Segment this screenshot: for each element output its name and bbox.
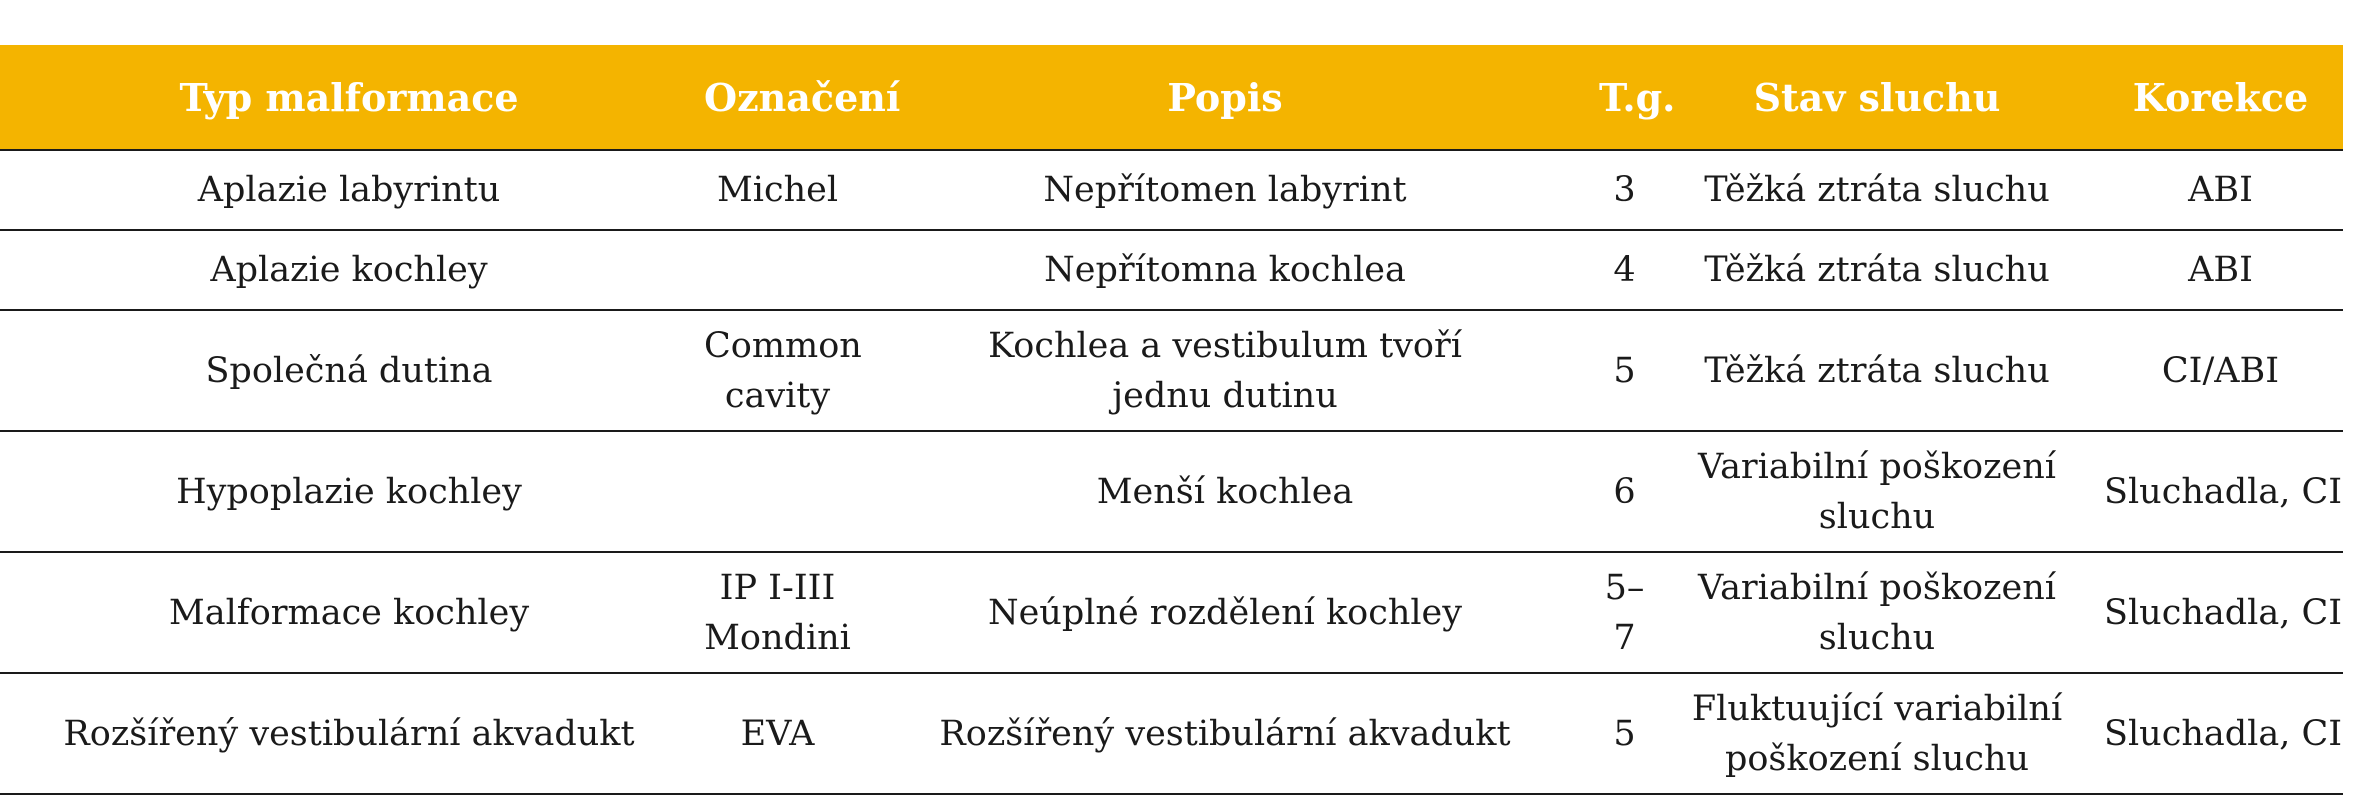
cell-oznaceni (698, 431, 857, 552)
cell-stav-line: Těžká ztráta sluchu (1704, 250, 2050, 290)
cell-stav (1656, 150, 2098, 230)
cell-popis (857, 552, 1593, 673)
cell-tg: 4 (1593, 230, 1656, 310)
header-row (0, 45, 2343, 150)
cell-popis (857, 230, 1593, 310)
cell-korekce: CI/ABI (2098, 310, 2343, 431)
table-row (0, 552, 2343, 673)
cell-popis (857, 673, 1593, 794)
cell-stav (1656, 552, 2098, 673)
cell-popis (857, 310, 1593, 431)
cell-popis-line: Menší kochlea (1096, 471, 1354, 512)
cell-oznaceni (698, 552, 857, 673)
cell-typ: Společná dutina (0, 310, 698, 431)
cell-stav (1656, 230, 2098, 310)
cell-oznaceni (698, 310, 862, 431)
cell-typ: Aplazie labyrintu (0, 150, 698, 230)
cell-typ: Aplazie kochley (0, 230, 698, 310)
cell-tg: 5 (1593, 310, 1656, 431)
cell-typ: Malformace kochley (0, 552, 698, 673)
cell-stav-line: Těžká ztráta sluchu (1704, 350, 2050, 391)
cell-typ: Hypoplazie kochley (0, 431, 698, 552)
cell-stav-line: Těžká ztráta sluchu (1704, 170, 2050, 210)
cell-oznaceni-line: Mondini (704, 617, 851, 658)
cell-stav-line: sluchu (1818, 496, 1936, 537)
cell-popis-line: Nepřítomen labyrint (1043, 170, 1407, 210)
cell-oznaceni (698, 673, 857, 794)
cell-oznaceni-line: cavity (724, 375, 831, 416)
cell-oznaceni-line: IP I-III (719, 567, 836, 608)
table-row (0, 230, 2343, 310)
table-header (0, 45, 2343, 150)
cell-tg: 6 (1593, 431, 1656, 552)
header-oznaceni: Označení (698, 45, 857, 150)
malformation-table (0, 45, 2343, 795)
cell-popis-line: Nepřítomna kochlea (1044, 250, 1406, 290)
header-tg: T.g. (1593, 45, 1656, 150)
cell-popis-line: Kochlea a vestibulum tvoří (988, 325, 1462, 366)
cell-popis (857, 431, 1593, 552)
cell-korekce: Sluchadla, CI (2098, 552, 2343, 673)
cell-popis (857, 150, 1593, 230)
cell-korekce: Sluchadla, CI (2098, 673, 2343, 794)
cell-stav-line: Fluktuující variabilní (1691, 688, 2063, 729)
cell-tg: 3 (1593, 150, 1656, 230)
cell-oznaceni-line: Common (704, 325, 862, 366)
cell-tg: 5–7 (1593, 552, 1656, 673)
header-korekce: Korekce (2098, 45, 2343, 150)
header-stav-sluchu: Stav sluchu (1656, 45, 2098, 150)
cell-stav-line: poškození sluchu (1724, 738, 2030, 779)
cell-oznaceni (698, 230, 857, 310)
cell-stav (1656, 431, 2098, 552)
table-row (0, 431, 2343, 552)
cell-popis-line: Neúplné rozdělení kochley (987, 592, 1463, 633)
table-body (0, 150, 2343, 794)
cell-korekce: Sluchadla, CI (2098, 431, 2343, 552)
cell-stav-line: Variabilní poškození (1698, 567, 2056, 608)
cell-stav (1656, 673, 2098, 794)
cell-tg: 5 (1593, 673, 1656, 794)
cell-stav-line: sluchu (1818, 617, 1936, 658)
cell-typ: Rozšířený vestibulární akvadukt (0, 673, 698, 794)
table-row (0, 310, 2343, 431)
cell-oznaceni (698, 150, 857, 230)
cell-stav (1656, 310, 2098, 431)
cell-oznaceni-line: Michel (716, 170, 839, 210)
cell-korekce: ABI (2098, 230, 2343, 310)
table-row (0, 150, 2343, 230)
cell-korekce: ABI (2098, 150, 2343, 230)
cell-popis-line: jednu dutinu (1112, 375, 1338, 416)
cell-stav-line: Variabilní poškození (1698, 446, 2056, 487)
cell-oznaceni-line: EVA (740, 713, 815, 754)
header-typ-malformace: Typ malformace (0, 45, 698, 150)
table-row (0, 673, 2343, 794)
cell-popis-line: Rozšířený vestibulární akvadukt (939, 713, 1511, 754)
header-popis: Popis (857, 45, 1593, 150)
